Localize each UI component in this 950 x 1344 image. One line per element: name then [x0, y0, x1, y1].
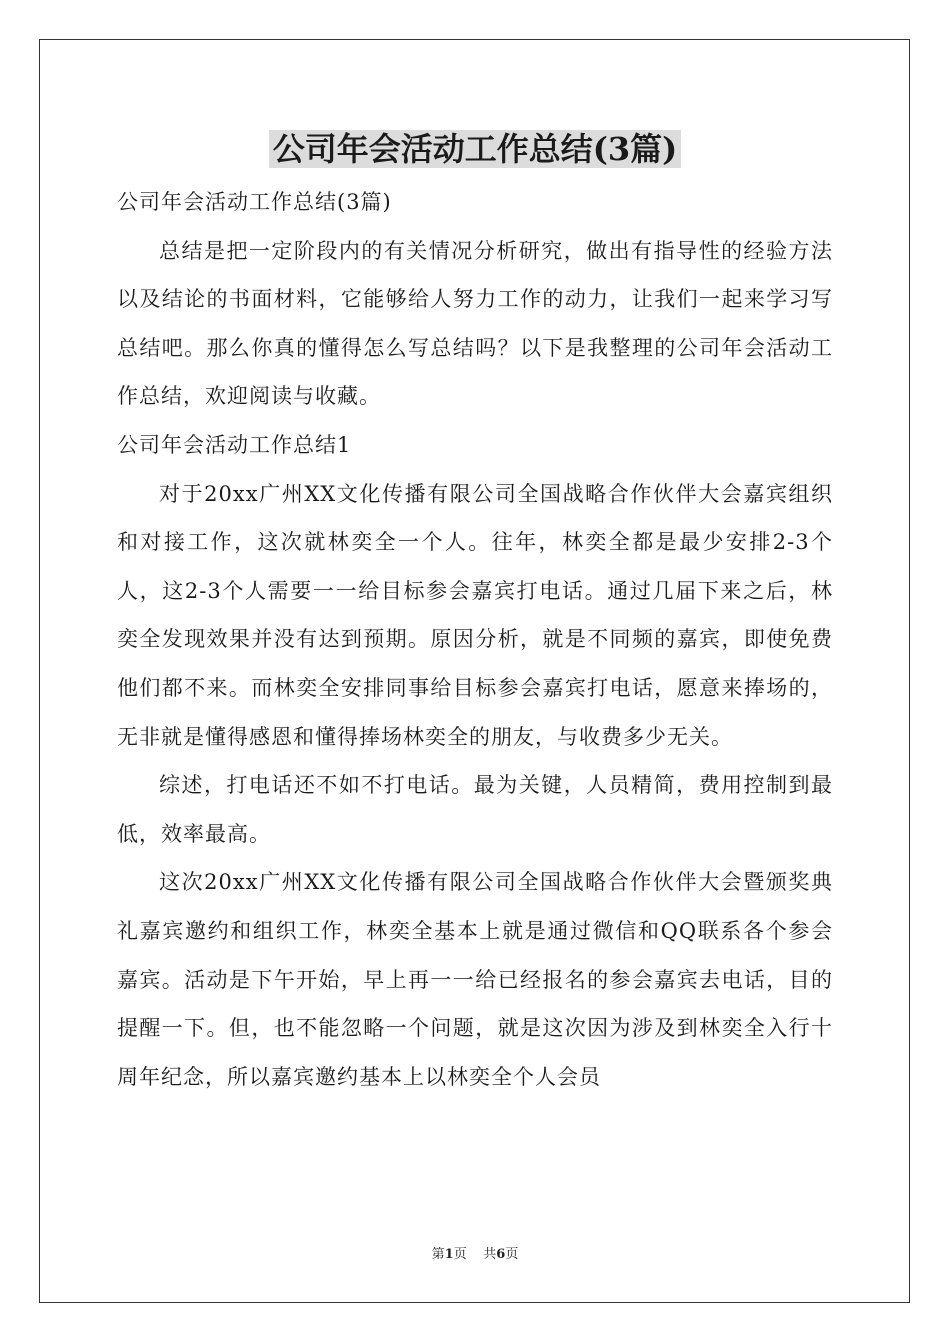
total-label-prefix: 共: [483, 1247, 497, 1262]
section-heading-1: 公司年会活动工作总结1: [117, 432, 352, 457]
total-label-suffix: 页: [505, 1247, 519, 1262]
paragraph-body: 对于20xx广州XX文化传播有限公司全国战略合作伙伴大会嘉宾组织和对接工作，这次就林奕全一个人。往年，林奕全都是最少安排2-3个人，这2-3个人需要一一给目标参会嘉宾打电话。通过几届下来之后，林奕全发现效果并没有达到预期。原因分析，就是不同频的嘉宾，即使免费他们都不来。而林奕全安排同事给目标参会嘉宾打电话，愿意来捧场的，无非就是懂得感恩和懂得捧场林奕全的朋友，与收费多少无关。: [117, 481, 833, 749]
page-current: 1: [444, 1247, 454, 1262]
page-label-suffix: 页: [453, 1247, 467, 1262]
page-total: 6: [496, 1247, 506, 1262]
paragraph-intro: 总结是把一定阶段内的有关情况分析研究，做出有指导性的经验方法以及结论的书面材料，它能够给人努力工作的动力，让我们一起来学习写总结吧。那么你真的懂得怎么写总结吗？以下是我整理的公司年会活动工作总结，欢迎阅读与收藏。: [117, 238, 833, 409]
paragraph-body: 这次20xx广州XX文化传播有限公司全国战略合作伙伴大会暨颁奖典礼嘉宾邀约和组织工作，林奕全基本上就是通过微信和QQ联系各个参会嘉宾。活动是下午开始，早上再一一给已经报名的参会嘉宾去电话，目的提醒一下。但，也不能忽略一个问题，就是这次因为涉及到林奕全入行十周年纪念，所以嘉宾邀约基本上以林奕全个人会员: [117, 870, 833, 1089]
document-title-text: 公司年会活动工作总结(3篇): [269, 130, 682, 168]
paragraph-subtitle: 公司年会活动工作总结(3篇): [117, 190, 392, 214]
document-title: [0, 124, 950, 174]
page-footer: [0, 1243, 950, 1262]
page-label-prefix: 第: [431, 1247, 445, 1262]
document-body: [117, 178, 833, 1101]
paragraph-body: 综述，打电话还不如不打电话。最为关键，人员精简，费用控制到最低，效率最高。: [117, 773, 833, 846]
